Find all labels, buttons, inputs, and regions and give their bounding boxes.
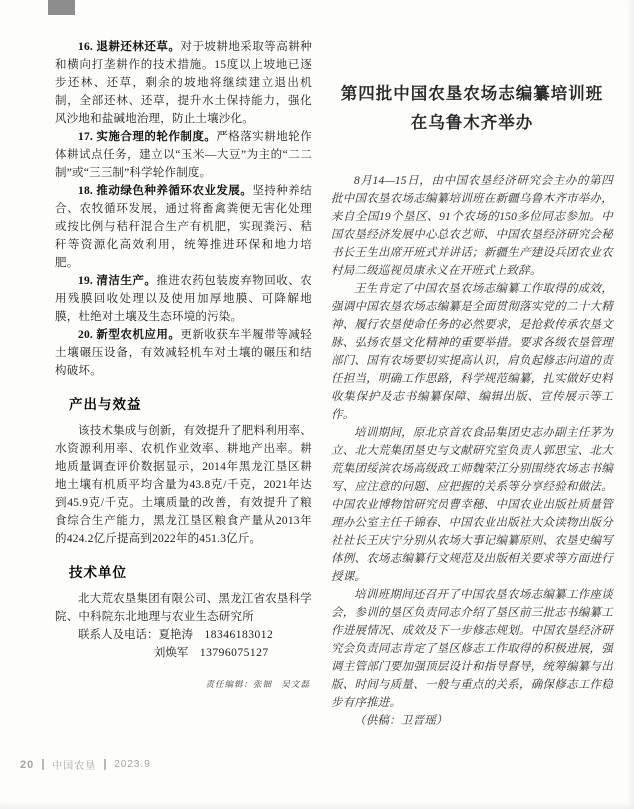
paragraph-lead: 20. 新型农机应用。 [78, 329, 181, 341]
article-byline: （供稿：卫晋瑶） [354, 714, 448, 727]
paragraph-lead: 17. 实施合理的轮作制度。 [78, 131, 217, 143]
numbered-paragraph-19 [55, 272, 312, 326]
section-heading-technical-units: 技术单位 [69, 565, 127, 580]
paragraph-body: 严格落实耕地轮作体耕试点任务，建立以“玉米—大豆”为主的“二二制”或“三三制”科学轮作制度。 [55, 131, 312, 179]
header-decor-square [48, 0, 75, 15]
article-paragraph: 8月14—15日，由中国农垦经济研究会主办的第四批中国农垦农场志编纂培训班在新疆乌鲁木齐市举办，来自全国19个垦区、91个农场的150多位同志参加。中国农垦经济发展中心总农艺师、中国农垦经济研究会秘书长王生出席开班式并讲话；新疆生产建设兵团农业农村局二级巡视员康永义在开班式上致辞。 [331, 174, 613, 277]
issue-number: 2023.9 [114, 759, 151, 770]
footer-divider [104, 759, 106, 770]
paragraph-body: 对于坡耕地采取等高耕种和横向打垄耕作的技术措施。15度以上坡地已逐步还林、还草，剩余的坡地将继续建立退出机制，全部还林、还草，提升水土保持能力，强化风沙地和盐碱地治理，防止土壤沙化。 [55, 41, 312, 125]
numbered-paragraph-20 [55, 326, 312, 380]
responsible-editor-note: 责任编辑：张钿 吴文磊 [205, 679, 310, 689]
left-column [55, 38, 312, 690]
page-footer [20, 757, 151, 772]
article-column [331, 80, 613, 730]
article-title-line1: 第四批中国农垦农场志编纂培训班 [340, 85, 604, 103]
technical-units-paragraph: 北大荒农垦集团有限公司、黑龙江省农垦科学院、中科院东北地理与农业生态研究所 [55, 593, 312, 623]
contact-label: 联系人及电话： [78, 629, 159, 641]
paragraph-body: 坚持种养结合、农牧循环发展，通过将畜禽粪便无害化处理或按比例与秸秆混合生产有机肥，实现粪污、秸秆等资源化高效利用，统筹推进环保和地力培肥。 [55, 185, 312, 269]
numbered-paragraph-18 [55, 182, 312, 272]
paragraph-lead: 19. 清洁生产。 [78, 275, 157, 287]
article-title [331, 80, 613, 138]
contact-phone: 13796075127 [199, 647, 269, 659]
paragraph-body: 推进农药包装废弃物回收、农用残膜回收处理以及使用加厚地膜、可降解地膜，杜绝对土壤及生态环境的污染。 [55, 275, 312, 323]
contact-line-1 [55, 626, 312, 644]
paragraph-lead: 18. 推动绿色种养循环农业发展。 [78, 185, 253, 197]
paragraph-lead: 16. 退耕还林还草。 [78, 41, 181, 53]
contact-phone: 18346183012 [204, 629, 274, 641]
page-number: 20 [20, 758, 35, 771]
contact-name: 刘焕军 [153, 647, 189, 659]
article-body [331, 172, 613, 730]
magazine-name: 中国农垦 [52, 761, 97, 772]
paragraph-body: 更新收获车半履带等减轻土壤碾压设备，有效减轻机车对土壤的碾压和结构破坏。 [55, 329, 312, 377]
article-paragraph: 培训期间，原北京首农食品集团史志办副主任茅为立、北大荒集团垦史与文献研究室负责人郭思宝、北大荒集团绥滨农场高级政工师魏荣江分别围绕农场志书编写、应注意的问题、应把握的关系等分享经验和做法。中国农业博物馆研究员曹幸穗、中国农业出版社质量管理办公室主任千锦春、中国农业出版社大众读物出版分社社长王庆宁分别从农场大事记编纂原则、农垦史编写体例、农场志编纂行文规范及出版相关要求等方面进行授课。 [331, 426, 613, 583]
article-paragraph: 培训班期间还召开了中国农垦农场志编纂工作座谈会，参训的垦区负责同志介绍了垦区前三批志书编纂工作进展情况、成效及下一步修志规划。中国农垦经济研究会负责同志肯定了垦区修志工作取得的积极进展，强调主管部门要加强顶层设计和指导督导，统筹编纂与出版、时间与质量、一般与重点的关系，确保修志工作稳步有序推进。 [331, 588, 613, 709]
article-paragraph: 王生肯定了中国农垦农场志编纂工作取得的成效，强调中国农垦农场志编纂是全面贯彻落实党的二十大精神、履行农垦使命任务的必然要求，是抢救传承农垦文脉、弘扬农垦文化精神的重要举措。要求各级农垦管理部门、国有农场要切实提高认识，肩负起修志问道的责任担当，明确工作思路，科学规范编纂，扎实做好史料收集保护及志书编纂保障、编辑出版、宣传展示等工作。 [331, 282, 613, 421]
numbered-paragraph-17 [55, 128, 312, 182]
contact-line-2 [55, 644, 312, 662]
footer-divider [42, 759, 44, 770]
contact-name: 夏艳涛 [158, 629, 193, 641]
numbered-paragraph-16 [55, 38, 312, 128]
article-title-line2: 在乌鲁木齐举办 [410, 113, 534, 132]
output-benefits-paragraph: 该技术集成与创新，有效提升了肥料利用率、水资源利用率、农机作业效率、耕地产出率。耕地质量调查评价数据显示，2014年黑龙江垦区耕地土壤有机质平均含量为43.8克/千克，2021年达到45.9克/千克。土壤质量的改善，有效提升了粮食综合生产能力，黑龙江垦区粮食产量从2013年的424.2亿斤提高到2022年的451.3亿斤。 [55, 425, 312, 545]
section-heading-output-benefits: 产出与效益 [69, 397, 142, 412]
